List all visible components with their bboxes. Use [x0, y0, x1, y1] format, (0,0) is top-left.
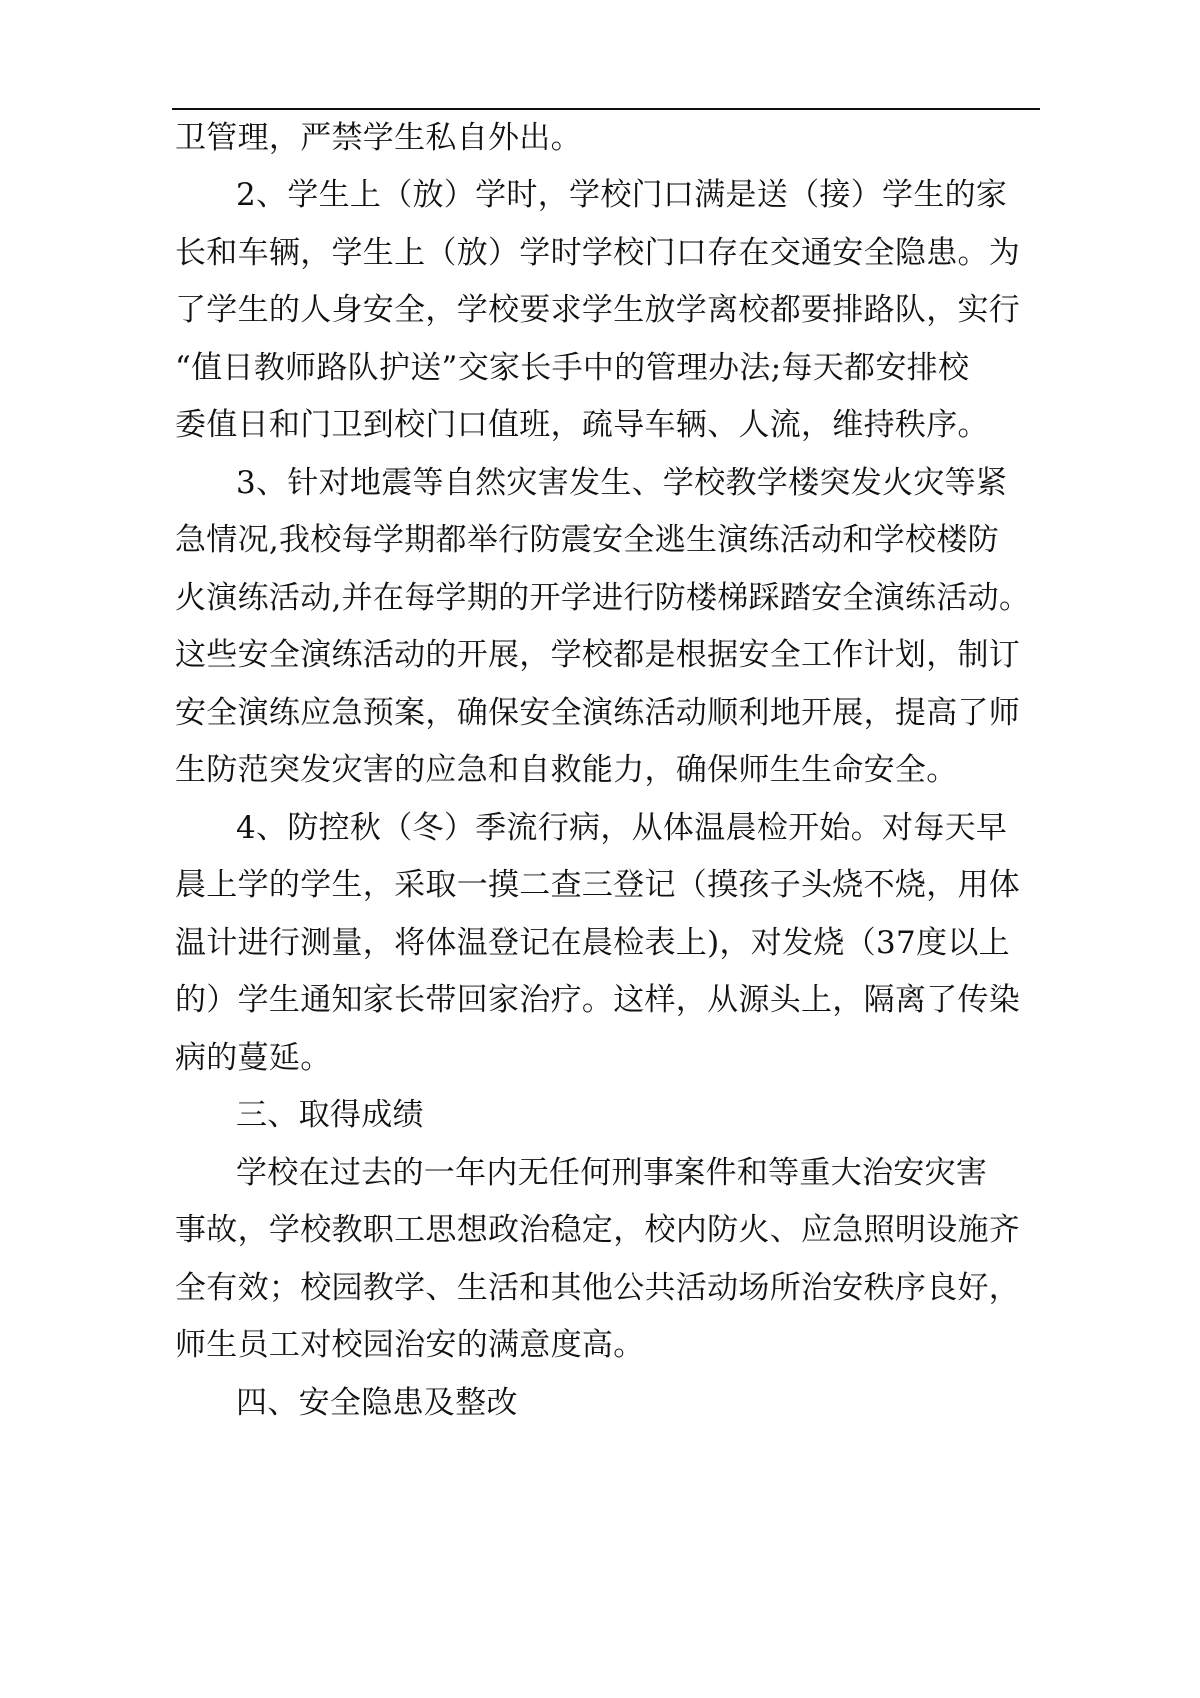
text-line-20: 事故，学校教职工思想政治稳定，校内防火、应急照明设施齐	[175, 1212, 1021, 1248]
text-line-14: 晨上学的学生，采取一摸二查三登记（摸孩子头烧不烧，用体	[175, 867, 1021, 903]
section-heading-3: 三、取得成绩	[236, 1097, 424, 1133]
text-line-8: 急情况,我校每学期都举行防震安全逃生演练活动和学校楼防	[175, 522, 999, 558]
text-line-9: 火演练活动,并在每学期的开学进行防楼梯踩踏安全演练活动。	[175, 580, 1031, 616]
text-line-2: 2、学生上（放）学时，学校门口满是送（接）学生的家	[236, 177, 1008, 213]
text-line-17: 病的蔓延。	[175, 1040, 332, 1076]
text-line-6: 委值日和门卫到校门口值班，疏导车辆、人流，维持秩序。	[175, 407, 989, 443]
text-line-21: 全有效；校园教学、生活和其他公共活动场所治安秩序良好，	[175, 1270, 1021, 1306]
text-line-11: 安全演练应急预案，确保安全演练活动顺利地开展，提高了师	[175, 695, 1021, 731]
text-line-16: 的）学生通知家长带回家治疗。这样，从源头上，隔离了传染	[175, 982, 1021, 1018]
text-line-13: 4、防控秋（冬）季流行病，从体温晨检开始。对每天早	[236, 810, 1008, 846]
text-line-5: “值日教师路队护送”交家长手中的管理办法;每天都安排校	[175, 350, 970, 386]
text-line-7: 3、针对地震等自然灾害发生、学校教学楼突发火灾等紧	[236, 465, 1008, 501]
text-line-3: 长和车辆，学生上（放）学时学校门口存在交通安全隐患。为	[175, 235, 1021, 271]
text-line-19: 学校在过去的一年内无任何刑事案件和等重大治安灾害	[236, 1155, 988, 1191]
text-line-12: 生防范突发灾害的应急和自救能力，确保师生生命安全。	[175, 752, 958, 788]
text-line-22: 师生员工对校园治安的满意度高。	[175, 1327, 645, 1363]
text-line-4: 了学生的人身安全，学校要求学生放学离校都要排路队，实行	[175, 292, 1021, 328]
text-line-15: 温计进行测量，将体温登记在晨检表上)，对发烧（37度以上	[175, 925, 1010, 961]
header-rule	[172, 108, 1040, 110]
section-heading-4: 四、安全隐患及整改	[236, 1385, 518, 1421]
text-line-1: 卫管理，严禁学生私自外出。	[175, 120, 582, 156]
text-line-10: 这些安全演练活动的开展，学校都是根据安全工作计划，制订	[175, 637, 1021, 673]
